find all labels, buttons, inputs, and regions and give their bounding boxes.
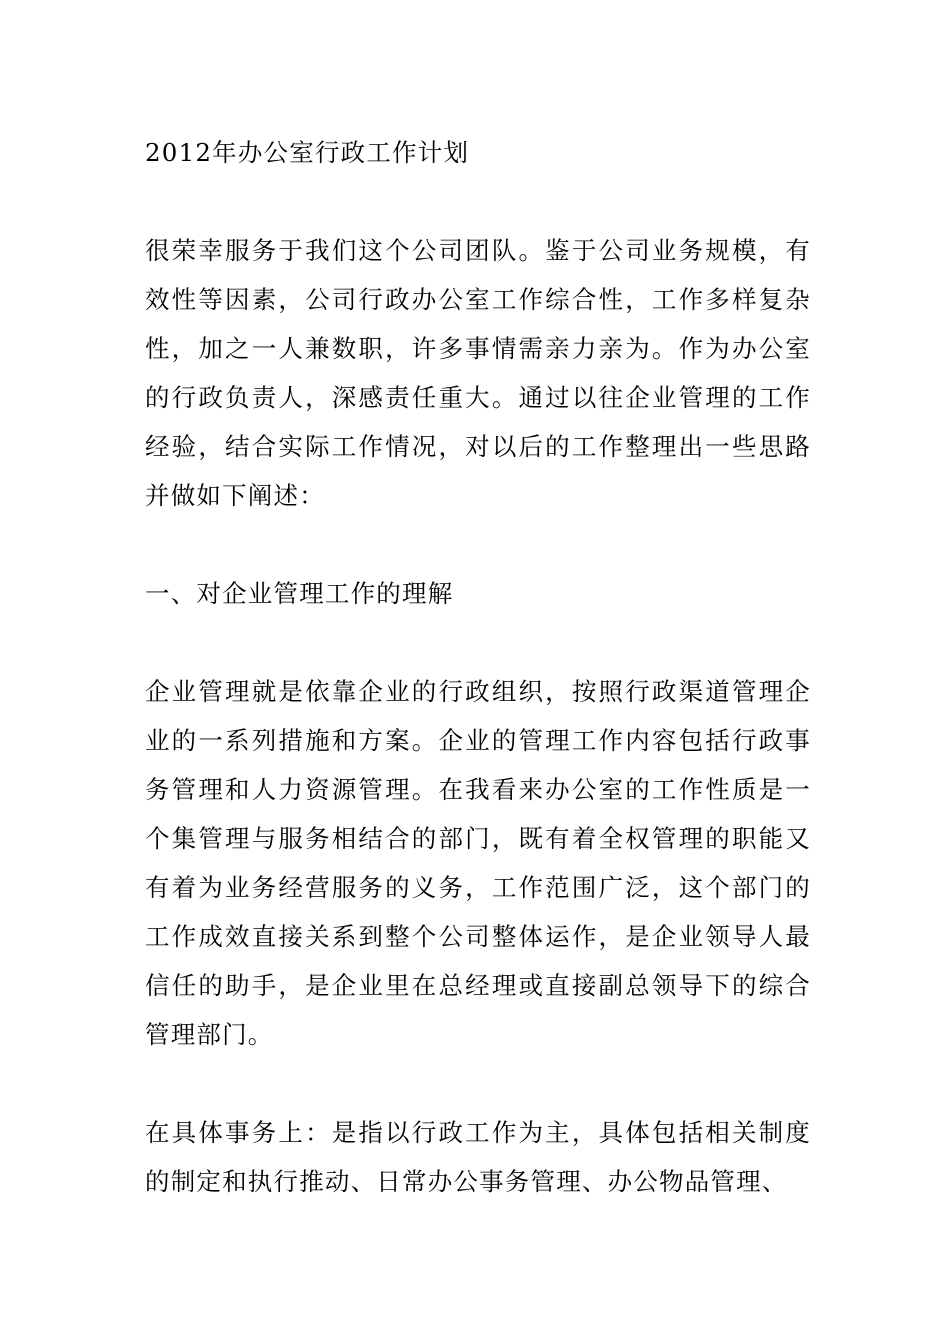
document-title: 2012年办公室行政工作计划 xyxy=(145,138,470,167)
body-paragraph-management: 企业管理就是依靠企业的行政组织，按照行政渠道管理企业的一系列措施和方案。企业的管理工作内容包括行政事务管理和人力资源管理。在我看来办公室的工作性质是一个集管理与服务相结合的部门，既有着全权管理的职能又有着为业务经营服务的义务，工作范围广泛，这个部门的工作成效直接关系到整个公司整体运作，是企业领导人最信任的助手，是企业里在总经理或直接副总领导下的综合管理部门。 xyxy=(145,677,811,1049)
document-body xyxy=(145,128,811,1255)
section-heading: 一、对企业管理工作的理解 xyxy=(145,579,454,608)
body-paragraph-specific-affairs: 在具体事务上：是指以行政工作为主，具体包括相关制度的制定和执行推动、日常办公事务管理、办公物品管理、 xyxy=(145,1118,811,1196)
intro-paragraph: 很荣幸服务于我们这个公司团队。鉴于公司业务规模，有效性等因素，公司行政办公室工作综合性，工作多样复杂性，加之一人兼数职，许多事情需亲力亲为。作为办公室的行政负责人，深感责任重大。通过以往企业管理的工作经验，结合实际工作情况，对以后的工作整理出一些思路并做如下阐述： xyxy=(145,236,811,510)
